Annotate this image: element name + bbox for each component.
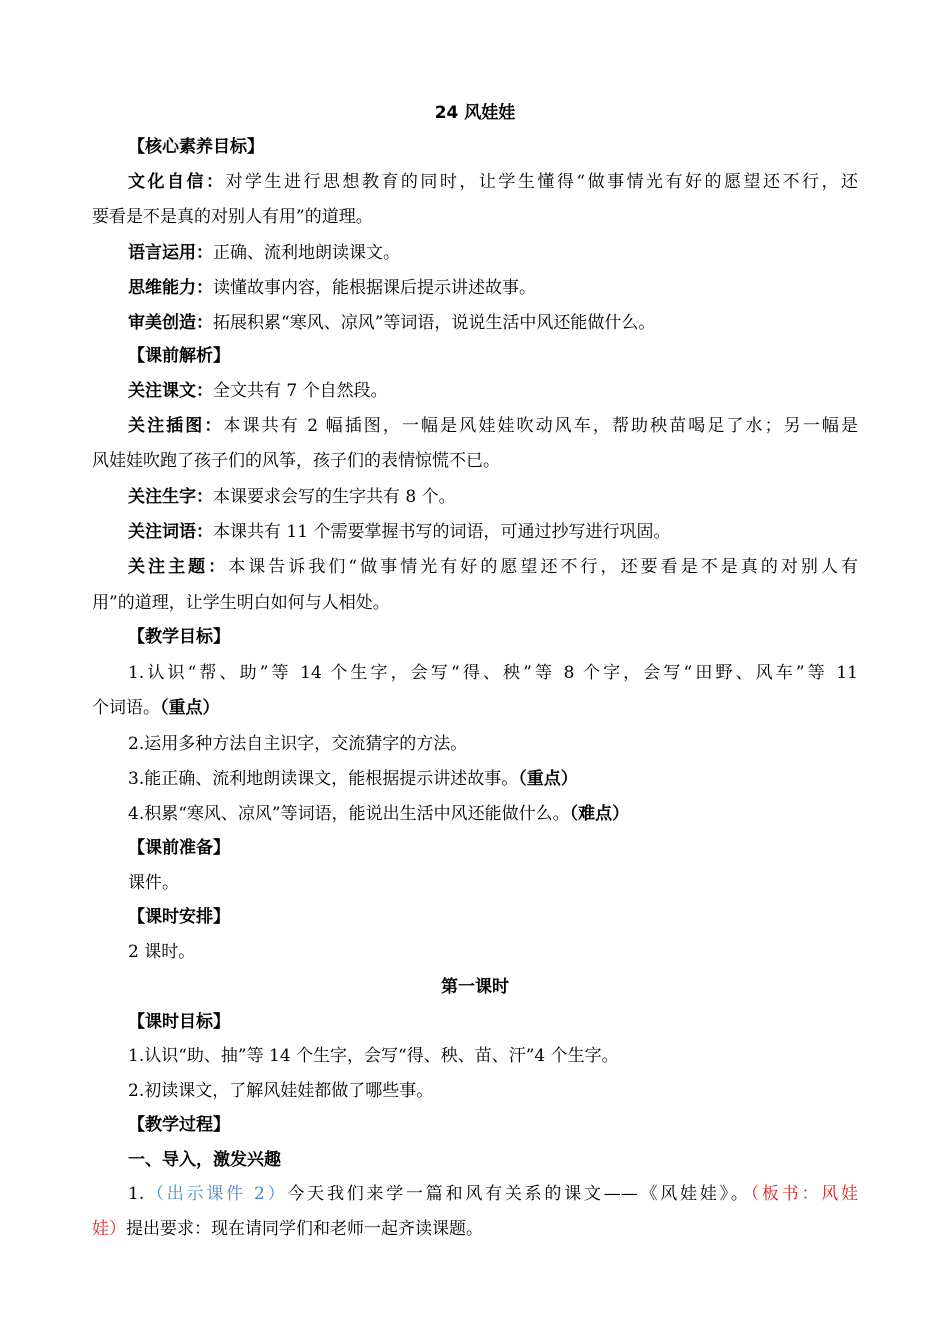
board-note-cont: 娃） bbox=[92, 1219, 126, 1239]
lesson-goal-1: 1.认识“助、抽”等 14 个生字，会写“得、秧、苗、汗”4 个生字。 bbox=[128, 1046, 619, 1066]
analysis-label: 关注插图： bbox=[128, 416, 224, 436]
goal-text: 读懂故事内容，能根据课后提示讲述故事。 bbox=[213, 278, 536, 298]
key-point-tag: （重点） bbox=[160, 698, 220, 718]
heading-preparation: 【课前准备】 bbox=[128, 838, 230, 858]
heading-core-goals: 【核心素养目标】 bbox=[128, 137, 264, 157]
goal-culture bbox=[128, 170, 858, 194]
paragraph-text: 今天我们来学一篇和风有关系的课文——《风娃娃》。 bbox=[287, 1184, 751, 1204]
difficulty-tag: （难点） bbox=[569, 804, 630, 824]
teaching-goal-2: 2.运用多种方法自主识字，交流猜字的方法。 bbox=[128, 734, 468, 754]
goal-aesthetic bbox=[128, 311, 858, 335]
analysis-body: 本课共有 11 个需要掌握书写的词语，可通过抄写进行巩固。 bbox=[213, 522, 671, 542]
analysis-label: 关注词语： bbox=[128, 522, 213, 542]
board-note: （板书：风娃 bbox=[750, 1184, 858, 1204]
goal-text: 4.积累“寒风、凉风”等词语，能说出生活中风还能做什么。 bbox=[128, 804, 570, 824]
analysis-illustration bbox=[128, 414, 858, 438]
goal-label: 文化自信： bbox=[128, 172, 226, 192]
goal-label: 审美创造： bbox=[128, 313, 213, 333]
analysis-theme-cont: 用”的道理，让学生明白如何与人相处。 bbox=[92, 593, 390, 613]
analysis-body: 全文共有 7 个自然段。 bbox=[213, 381, 388, 401]
analysis-theme bbox=[128, 555, 858, 579]
analysis-characters bbox=[128, 485, 858, 509]
process-paragraph-1 bbox=[128, 1182, 858, 1206]
document-title: 24 风娃娃 bbox=[434, 103, 516, 123]
heading-pre-analysis: 【课前解析】 bbox=[128, 346, 230, 366]
analysis-words bbox=[128, 520, 858, 544]
goal-text: 个词语。 bbox=[92, 698, 160, 718]
heading-lesson-goals: 【课时目标】 bbox=[128, 1012, 230, 1032]
teaching-goal-1-cont bbox=[92, 696, 858, 720]
goal-text: 3.能正确、流利地朗读课文，能根据提示讲述故事。 bbox=[128, 769, 519, 789]
goal-text: 正确、流利地朗读课文。 bbox=[213, 243, 400, 263]
goal-language bbox=[128, 241, 858, 265]
goal-thinking bbox=[128, 276, 858, 300]
analysis-body: 本课要求会写的生字共有 8 个。 bbox=[213, 487, 456, 507]
analysis-illustration-cont: 风娃娃吹跑了孩子们的风筝，孩子们的表情惊慌不已。 bbox=[92, 451, 500, 471]
goal-text: 拓展积累“寒风、凉风”等词语，说说生活中风还能做什么。 bbox=[213, 313, 656, 333]
teaching-goal-4 bbox=[128, 802, 858, 826]
heading-schedule: 【课时安排】 bbox=[128, 907, 230, 927]
preparation-text: 课件。 bbox=[128, 873, 179, 893]
teaching-goal-1: 1.认识“帮、助”等 14 个生字，会写“得、秧”等 8 个字，会写“田野、风车”等 11 bbox=[128, 663, 858, 683]
item-number: 1. bbox=[128, 1184, 145, 1204]
teaching-goal-3 bbox=[128, 767, 858, 791]
analysis-body: 本课告诉我们“做事情光有好的愿望还不行，还要看是不是真的对别人有 bbox=[228, 557, 858, 577]
analysis-label: 关注课文： bbox=[128, 381, 213, 401]
key-point-tag: （重点） bbox=[518, 769, 578, 789]
lesson-title: 第一课时 bbox=[441, 977, 509, 997]
lesson-goal-2: 2.初读课文，了解风娃娃都做了哪些事。 bbox=[128, 1081, 434, 1101]
goal-label: 语言运用： bbox=[128, 243, 213, 263]
heading-teaching-goals: 【教学目标】 bbox=[128, 627, 230, 647]
heading-process: 【教学过程】 bbox=[128, 1115, 230, 1135]
goal-label: 思维能力： bbox=[128, 278, 213, 298]
paragraph-text: 提出要求：现在请同学们和老师一起齐读课题。 bbox=[126, 1219, 483, 1239]
schedule-text: 2 课时。 bbox=[128, 942, 196, 962]
step-heading: 一、导入，激发兴趣 bbox=[128, 1150, 281, 1170]
analysis-label: 关注主题： bbox=[128, 557, 229, 577]
analysis-text bbox=[128, 379, 858, 403]
process-paragraph-1-cont bbox=[92, 1217, 858, 1241]
analysis-label: 关注生字： bbox=[128, 487, 213, 507]
goal-culture-cont: 要看是不是真的对别人有用”的道理。 bbox=[92, 207, 373, 227]
goal-text: 对学生进行思想教育的同时，让学生懂得“做事情光有好的愿望还不行，还 bbox=[225, 172, 858, 192]
analysis-body: 本课共有 2 幅插图，一幅是风娃娃吹动风车，帮助秧苗喝足了水；另一幅是 bbox=[223, 416, 859, 436]
courseware-note: （出示课件 2） bbox=[144, 1184, 288, 1204]
